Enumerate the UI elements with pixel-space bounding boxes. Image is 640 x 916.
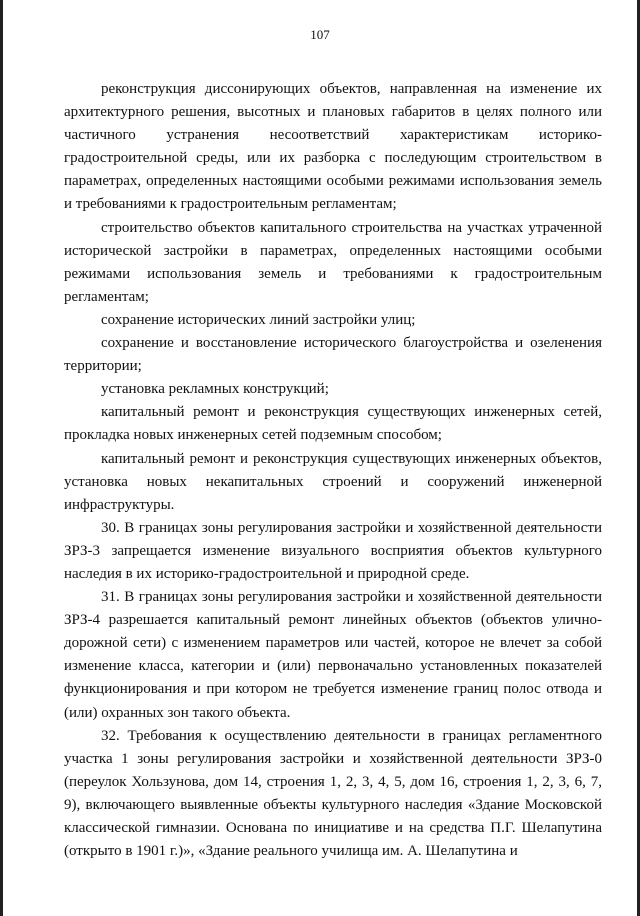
paragraph: сохранение исторических линий застройки улиц; <box>101 311 416 328</box>
paragraph: сохранение и восстановление исторического благоустройства и озеленения территории; <box>64 335 602 375</box>
paragraph: строительство объектов капитального строительства на участках утраченной исторической застройки в параметрах, определенных настоящими особыми режимами использования земель и требованиями к градостроительным регламентам; <box>64 219 602 305</box>
paragraph-item-31: 31. В границах зоны регулирования застройки и хозяйственной деятельности ЗРЗ-4 разрешается капитальный ремонт линейных объектов (объектов улично-дорожной сети) с изменением параметров или частей, которое не влечет за собой изменение класса, категории и (или) первоначально установленных показателей функционирования и при котором не требуется изменение границ полос отвода и (или) охранных зон такого объекта. <box>64 589 602 721</box>
paragraph: капитальный ремонт и реконструкция существующих инженерных объектов, установка новых некапитальных строений и сооружений инженерной инфраструктуры. <box>64 450 602 513</box>
paragraph: реконструкция диссонирующих объектов, направленная на изменение их архитектурного решения, высотных и плановых габаритов в целях полного или частичного устранения несоответствий характеристикам историко-градостроительной среды, или их разборка с последующим строительством в параметрах, определенных настоящими особыми режимами использования земель и требованиями к градостроительным регламентам; <box>64 81 602 213</box>
paragraph-item-30: 30. В границах зоны регулирования застройки и хозяйственной деятельности ЗРЗ-3 запрещается изменение визуального восприятия объектов культурного наследия в их историко-градостроительной и природной среде. <box>64 519 602 582</box>
paragraph-item-32: 32. Требования к осуществлению деятельности в границах регламентного участка 1 зоны регулирования застройки и хозяйственной деятельности ЗРЗ-0 (переулок Хользунова, дом 14, строения 1, 2, 3, 4, 5, дом 16, строения 1, 2, 3, 6, 7, 9), включающего выявленные объекты культурного наследия «Здание Московской классической гимназии. Основана по инициативе и на средства П.Г. Шелапутина (открыто в 1901 г.)», «Здание реального училища им. А. Шелапутина и <box>64 727 602 860</box>
paragraph: установка рекламных конструкций; <box>101 381 329 398</box>
page-number: 107 <box>310 27 330 42</box>
paragraph: капитальный ремонт и реконструкция существующих инженерных сетей, прокладка новых инженерных сетей подземным способом; <box>64 404 602 444</box>
document-body <box>64 78 602 863</box>
page-edge-left <box>0 0 3 916</box>
